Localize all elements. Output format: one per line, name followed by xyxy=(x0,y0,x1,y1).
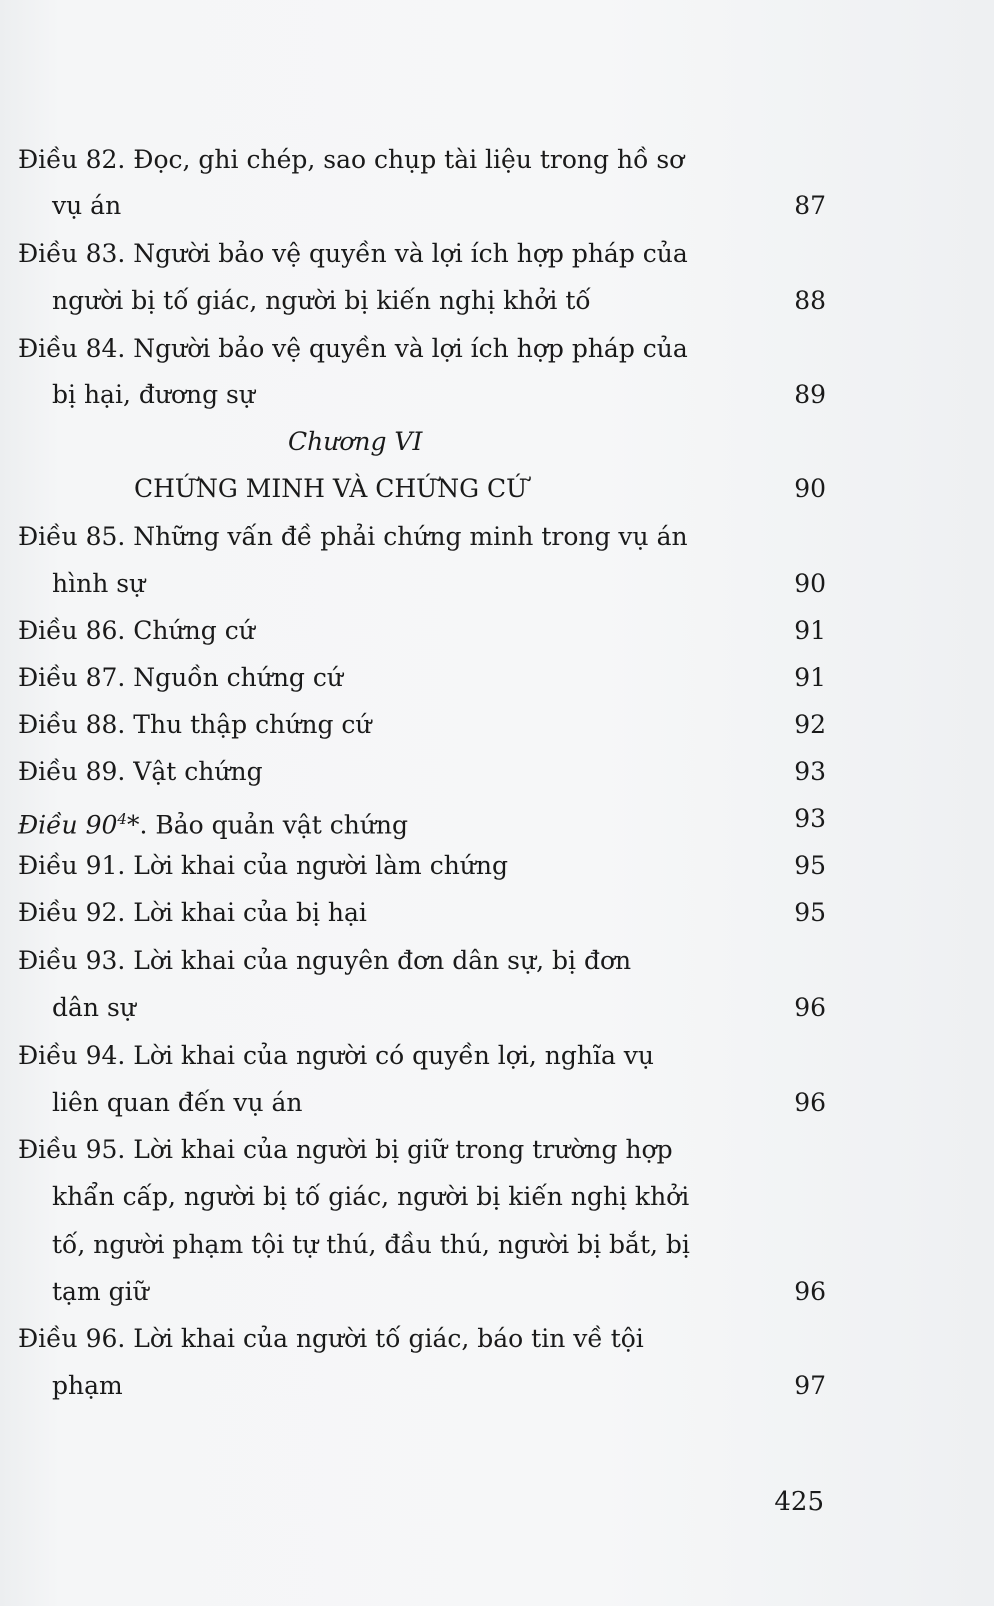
toc-entry-90-suffix: *. Bảo quản vật chứng xyxy=(126,810,409,840)
toc-entry-86-page: 91 xyxy=(794,616,826,645)
toc-entry-95-line1: Điều 95. Lời khai của người bị giữ trong trường hợp xyxy=(18,1135,673,1164)
toc-entry-93-line2: dân sự xyxy=(52,993,136,1022)
toc-entry-88: Điều 88. Thu thập chứng cứ xyxy=(18,710,372,739)
toc-entry-93-page: 96 xyxy=(794,993,826,1022)
toc-entry-84-line2: bị hại, đương sự xyxy=(52,380,255,409)
toc-entry-95-line2: khẩn cấp, người bị tố giác, người bị kiến nghị khởi xyxy=(52,1182,690,1211)
toc-entry-87-page: 91 xyxy=(794,663,826,692)
toc-entry-94-line2: liên quan đến vụ án xyxy=(52,1088,303,1117)
toc-entry-85-line1: Điều 85. Những vấn đề phải chứng minh trong vụ án xyxy=(18,522,688,551)
toc-entry-89: Điều 89. Vật chứng xyxy=(18,757,263,786)
toc-entry-90-superscript: 4 xyxy=(117,810,127,828)
toc-entry-95-page: 96 xyxy=(794,1277,826,1306)
page-number: 425 xyxy=(774,1487,824,1517)
toc-entry-91: Điều 91. Lời khai của người làm chứng xyxy=(18,851,509,880)
toc-entry-96-line2: phạm xyxy=(52,1371,123,1400)
toc-entry-96-page: 97 xyxy=(794,1371,826,1400)
toc-entry-82-line2: vụ án xyxy=(52,191,122,220)
toc-entry-90-page: 93 xyxy=(794,804,826,833)
toc-entry-88-page: 92 xyxy=(794,710,826,739)
toc-entry-84-line1: Điều 84. Người bảo vệ quyền và lợi ích hợp pháp của xyxy=(18,334,688,363)
toc-entry-95-line4: tạm giữ xyxy=(52,1277,149,1306)
toc-entry-92-page: 95 xyxy=(794,898,826,927)
toc-entry-82-page: 87 xyxy=(794,191,826,220)
toc-entry-82-line1: Điều 82. Đọc, ghi chép, sao chụp tài liệu trong hồ sơ xyxy=(18,145,685,174)
toc-entry-90 xyxy=(18,802,408,842)
toc-entry-83-line1: Điều 83. Người bảo vệ quyền và lợi ích hợp pháp của xyxy=(18,239,688,268)
chapter-title: CHỨNG MINH VÀ CHỨNG CỨ xyxy=(134,474,528,503)
toc-entry-85-line2: hình sự xyxy=(52,569,146,598)
chapter-label: Chương VI xyxy=(288,427,423,456)
toc-entry-84-page: 89 xyxy=(794,380,826,409)
toc-entry-86: Điều 86. Chứng cứ xyxy=(18,616,255,645)
toc-entry-91-page: 95 xyxy=(794,851,826,880)
toc-entry-94-line1: Điều 94. Lời khai của người có quyền lợi, nghĩa vụ xyxy=(18,1041,655,1070)
toc-entry-95-line3: tố, người phạm tội tự thú, đầu thú, người bị bắt, bị xyxy=(52,1230,690,1259)
toc-entry-93-line1: Điều 93. Lời khai của nguyên đơn dân sự, bị đơn xyxy=(18,946,632,975)
toc-entry-90-prefix: Điều 90 xyxy=(18,810,118,840)
toc-entry-83-page: 88 xyxy=(794,286,826,315)
toc-entry-92: Điều 92. Lời khai của bị hại xyxy=(18,898,367,927)
toc-entry-87: Điều 87. Nguồn chứng cứ xyxy=(18,663,343,692)
toc-entry-85-page: 90 xyxy=(794,569,826,598)
toc-entry-89-page: 93 xyxy=(794,757,826,786)
toc-entry-83-line2: người bị tố giác, người bị kiến nghị khởi tố xyxy=(52,286,591,315)
toc-entry-96-line1: Điều 96. Lời khai của người tố giác, báo tin về tội xyxy=(18,1324,644,1353)
toc-entry-94-page: 96 xyxy=(794,1088,826,1117)
chapter-page: 90 xyxy=(794,474,826,503)
